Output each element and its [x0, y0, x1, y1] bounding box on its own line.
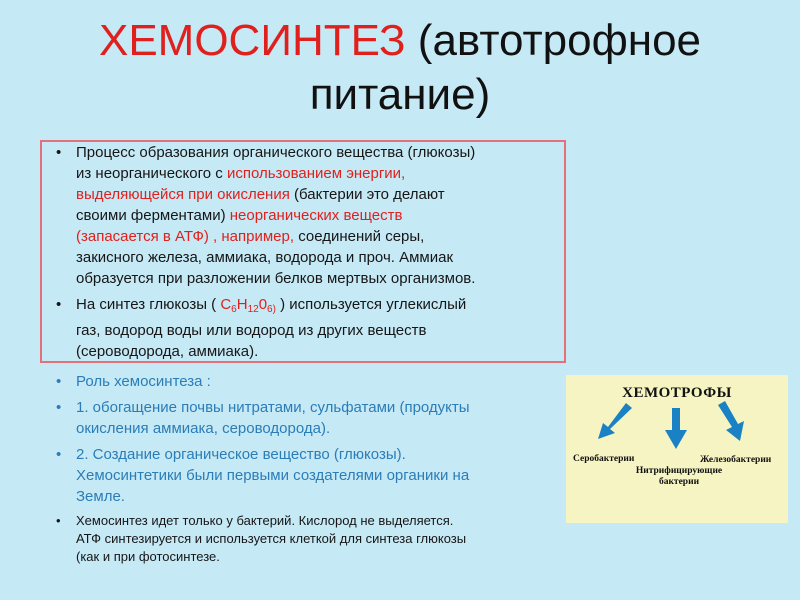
text-line: из неорганического с: [76, 165, 227, 182]
title-rest: (автотрофное: [405, 16, 702, 65]
text-red: выделяющейся при окисления: [76, 186, 290, 203]
text-line: 2. Создание органическое вещество (глюкозы).: [76, 446, 406, 463]
text-red: (запасается в АТФ) , например,: [76, 228, 295, 245]
bullet-marker: •: [56, 373, 62, 390]
text-red: неорганических веществ: [229, 207, 403, 224]
text-line: Роль хемосинтеза :: [76, 373, 211, 390]
text-line: соединений серы,: [294, 228, 425, 245]
arrow-right-icon: [718, 401, 744, 441]
page-title: [0, 14, 800, 122]
label-nitrifying-bacteria: [630, 466, 728, 488]
bullet-role: [52, 371, 562, 392]
bullet-marker: •: [56, 144, 62, 161]
text-line: 1. обогащение почвы нитратами, сульфатами (продукты: [76, 399, 470, 416]
glucose-formula: $С_6Н_{12}0_{6)}$: [220, 296, 276, 315]
bullet-role-1: [52, 397, 562, 439]
title-highlight: ХЕМОСИНТЕЗ: [98, 16, 406, 65]
arrow-left-icon: [598, 403, 632, 439]
text-line: газ, водород воды или водород из других веществ: [76, 322, 427, 339]
diagram-title: ХЕМОТРОФЫ: [622, 385, 732, 401]
bullet-final: [52, 512, 562, 566]
bullet-process: [52, 142, 562, 289]
text-line: Хемосинтез идет только у бактерий. Кислород не выделяется.: [76, 513, 454, 528]
diagram-arrows: [566, 375, 788, 523]
text-line: закисного железа, аммиака, водорода и проч. Аммиак: [76, 249, 454, 266]
text-line: окисления аммиака, сероводорода).: [76, 420, 331, 437]
text-line: АТФ синтезируется и используется клеткой для синтеза глюкозы: [76, 531, 467, 546]
text-red: использованием энергии,: [226, 165, 406, 182]
label-iron-bacteria: Железобактерии: [700, 455, 772, 465]
text-line: образуется при разложении белков мертвых организмов.: [76, 270, 476, 287]
bullet-marker: •: [56, 513, 61, 528]
text-line: На синтез глюкозы (: [76, 296, 221, 313]
bullet-list: [52, 142, 562, 566]
bullet-glucose: [52, 294, 562, 362]
text-line: ) используется углекислый: [275, 296, 467, 313]
arrow-middle-icon: [665, 408, 687, 449]
text-line: (бактерии это делают: [289, 186, 445, 203]
label-sulfur-bacteria: Серобактерии: [573, 454, 635, 464]
text-line: своими ферментами): [76, 207, 230, 224]
label-line: Нитрифицирующие: [635, 466, 723, 476]
text-line: Процесс образования органического вещества (глюкозы): [76, 144, 476, 161]
text-line: (сероводорода, аммиака).: [76, 343, 259, 360]
chemotrophs-diagram: [566, 375, 788, 523]
bullet-marker: •: [56, 446, 62, 463]
text-line: (как и при фотосинтезе.: [76, 549, 220, 564]
text-line: Земле.: [76, 488, 125, 505]
bullet-marker: •: [56, 399, 62, 416]
label-line: бактерии: [658, 477, 700, 487]
title-line2: питание): [309, 70, 491, 119]
text-line: Хемосинтетики были первыми создателями органики на: [76, 467, 470, 484]
bullet-role-2: [52, 444, 562, 507]
bullet-marker: •: [56, 296, 62, 313]
